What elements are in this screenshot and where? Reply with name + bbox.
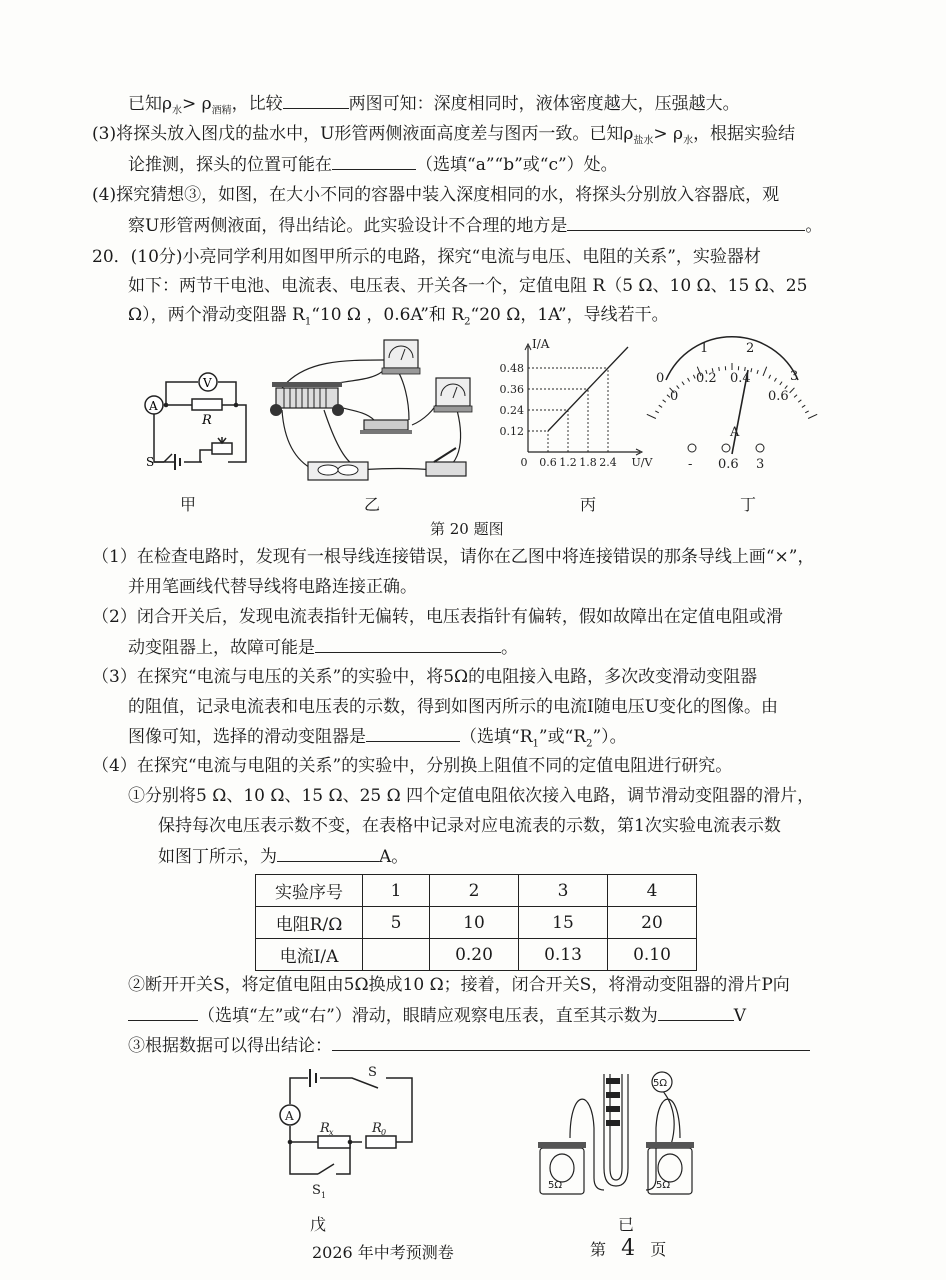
- answer-blank[interactable]: [567, 212, 805, 231]
- text: （选填“R: [460, 727, 533, 747]
- table-cell: 5: [363, 907, 430, 939]
- subscript: 水: [683, 135, 694, 147]
- text: 页: [650, 1240, 667, 1259]
- dial-tick: [769, 375, 771, 379]
- text: Ω），两个滑动变阻器 R: [128, 305, 305, 325]
- text-line-5: [128, 212, 822, 239]
- dial-tick: [688, 378, 690, 381]
- text: （选填“a”“b”或“c”）处。: [416, 155, 618, 175]
- text-line-2: [92, 121, 795, 154]
- text: （2）闭合开关后，发现电流表指针无偏转，电压表指针有偏转，假如故障出在定值电阻或滑: [92, 607, 783, 627]
- table-cell: 3: [519, 875, 608, 907]
- resistor-label: 5Ω: [548, 1180, 563, 1191]
- switch-label: S: [146, 455, 155, 469]
- resistor-label: 5Ω: [656, 1180, 671, 1191]
- page-number-value: 4: [621, 1236, 636, 1261]
- text: ，比较: [231, 94, 283, 114]
- text: 并用笔画线代替导线将电路连接正确。: [128, 577, 417, 597]
- q1-line-2: [128, 574, 417, 600]
- answer-blank[interactable]: [366, 723, 460, 742]
- dial-tick: [693, 375, 695, 379]
- subscript: 2: [586, 738, 593, 750]
- dial-tick: [774, 378, 776, 381]
- table-cell[interactable]: [363, 939, 430, 971]
- dial-unit: A: [730, 425, 740, 440]
- q4-2-line-1: [128, 972, 790, 998]
- resistor-label: R: [320, 1121, 330, 1136]
- text-line-6: [92, 244, 761, 270]
- text: （1）在检查电路时，发现有一根导线连接错误，请你在乙图中将连接错误的那条导线上画“×”，: [92, 547, 815, 567]
- q4-1-line-2: [158, 813, 781, 839]
- text: ，根据实验结: [693, 124, 796, 144]
- x-axis-label: U/V: [631, 456, 653, 469]
- dial-tick: [751, 368, 752, 372]
- q3-line-1: [92, 664, 757, 690]
- q2-line-1: [92, 604, 783, 630]
- table-cell: 电流I/A: [256, 939, 363, 971]
- table-cell: 0.20: [430, 939, 519, 971]
- dial-tick: [655, 411, 658, 413]
- table-row: [256, 875, 697, 907]
- subscript: 酒精: [211, 105, 232, 117]
- answer-blank[interactable]: [332, 1032, 810, 1051]
- y-axis-label: I/A: [532, 337, 550, 351]
- caption-ding: 丁: [740, 495, 757, 514]
- text: 保持每次电压表示数不变，在表格中记录对应电流表的示数，第1次实验电流表示数: [158, 816, 781, 836]
- text: ①分别将5 Ω、10 Ω、15 Ω、25 Ω 四个定值电阻依次接入电路，调节滑动变阻器的滑片，: [128, 786, 815, 806]
- ammeter-label: A: [149, 399, 158, 413]
- text: ②断开开关S，将定值电阻由5Ω换成10 Ω；接着，闭合开关S，将滑动变阻器的滑片P向: [128, 975, 790, 995]
- q4-1-line-1: [128, 783, 814, 809]
- x-tick-label: 0.6: [539, 456, 557, 469]
- table-cell: 10: [430, 907, 519, 939]
- dial-label: 0: [670, 389, 679, 404]
- x-tick-label: 1.8: [579, 456, 597, 469]
- x-tick-label: 1.2: [559, 456, 577, 469]
- dial-tick: [719, 367, 720, 371]
- y-tick-label: 0.12: [499, 425, 524, 438]
- table-row: [256, 939, 697, 971]
- dial-tick: [682, 382, 684, 385]
- subscript: 1: [321, 1191, 327, 1200]
- data-table: [255, 874, 697, 971]
- apparatus-diagram-ji: [530, 1068, 720, 1198]
- text: A。: [379, 847, 409, 867]
- subscript: 盐水: [633, 135, 654, 147]
- caption-bing: 丙: [580, 495, 597, 514]
- terminal-label: -: [688, 457, 693, 472]
- table-cell: 电阻R/Ω: [256, 907, 363, 939]
- ammeter-dial-ding: [650, 336, 810, 476]
- text: 察U形管两侧液面，得出结论。此实验设计不合理的地方是: [128, 216, 568, 236]
- caption-jia: 甲: [180, 495, 197, 514]
- caption-ji: 已: [618, 1215, 635, 1234]
- ammeter-label: A: [285, 1109, 294, 1123]
- text: (4)探究猜想③，如图，在大小不同的容器中装入深度相同的水，将探头分别放入容器底，观: [92, 185, 780, 205]
- subscript: 0: [381, 1128, 387, 1137]
- resistor-label: R: [202, 413, 212, 428]
- answer-blank[interactable]: [315, 634, 501, 653]
- dial-tick: [757, 370, 758, 374]
- dial-tick: [802, 405, 805, 407]
- table-row: [256, 907, 697, 939]
- footer-title: 2026 年中考预测卷: [312, 1243, 454, 1262]
- q4-3-line: [128, 1032, 810, 1059]
- y-tick-label: 0.48: [499, 362, 524, 375]
- question-20-stem: 20．(10分)小亮同学利用如图甲所示的电路，探究“电流与电压、电阻的关系”，实验器材: [92, 247, 761, 267]
- dial-label: 0: [656, 371, 665, 386]
- q4-1-line-3: [158, 843, 408, 870]
- resistor-label: R: [372, 1121, 382, 1136]
- text-line-4: [92, 182, 779, 208]
- dial-tick: [805, 411, 808, 413]
- answer-blank[interactable]: [283, 90, 349, 109]
- answer-blank[interactable]: [128, 1002, 198, 1021]
- voltmeter-label: V: [203, 376, 212, 390]
- q4-2-line-2: [128, 1002, 746, 1029]
- text: 。: [805, 216, 823, 236]
- table-cell: 实验序号: [256, 875, 363, 907]
- x-tick-label: 2.4: [599, 456, 617, 469]
- dial-label: 0.4: [730, 371, 751, 386]
- origin-label: 0: [520, 456, 528, 469]
- y-tick-label: 0.36: [499, 383, 524, 396]
- text: 。: [501, 638, 518, 658]
- q4-line: [92, 753, 732, 779]
- text: “10 Ω ，0.6A”和 R: [311, 305, 465, 325]
- page-number: [590, 1236, 666, 1261]
- switch-label: S: [368, 1065, 377, 1080]
- subscript: 1: [304, 316, 312, 328]
- table-cell: 0.13: [519, 939, 608, 971]
- wiring-diagram-yi: [264, 330, 474, 490]
- text: 如图丁所示，为: [158, 847, 277, 867]
- dial-label: 3: [790, 369, 799, 384]
- dial-tick: [808, 414, 817, 418]
- table-cell: 20: [608, 907, 697, 939]
- text-line-3: [128, 151, 618, 178]
- terminal-label: 0.6: [718, 457, 739, 472]
- caption-wu: 戊: [310, 1215, 327, 1234]
- table-cell: 4: [608, 875, 697, 907]
- dial-label: 1: [700, 341, 709, 356]
- dial-tick: [794, 395, 797, 398]
- text: （3）在探究“电流与电压的关系”的实验中，将5Ω的电阻接入电路，多次改变滑动变阻器: [92, 667, 758, 687]
- q2-line-2: [128, 634, 518, 661]
- text: “20 Ω，1A”，导线若干。: [470, 305, 669, 325]
- text: 图像可知，选择的滑动变阻器是: [128, 727, 366, 747]
- q3-line-2: [128, 694, 778, 720]
- text: > ρ: [653, 124, 684, 144]
- answer-blank[interactable]: [658, 1002, 734, 1021]
- resistor-label: 5Ω: [653, 1078, 668, 1089]
- text-line-1: [128, 90, 740, 124]
- text: V: [733, 1006, 747, 1026]
- text: 第: [590, 1240, 607, 1259]
- text: 动变阻器上，故障可能是: [128, 638, 315, 658]
- subscript: x: [329, 1128, 334, 1137]
- text: ”）。: [592, 727, 627, 747]
- table-cell: 15: [519, 907, 608, 939]
- circuit-diagram-jia: [140, 362, 260, 482]
- subscript: 2: [464, 316, 471, 328]
- text-line-7: [128, 273, 807, 299]
- text: 已知ρ: [128, 94, 172, 114]
- table-cell: 0.10: [608, 939, 697, 971]
- dial-label: 2: [746, 341, 755, 356]
- text: （选填“左”或“右”）滑动，眼睛应观察电压表，直至其示数为: [198, 1006, 658, 1026]
- dial-tick: [647, 414, 656, 418]
- switch-label: S: [312, 1183, 321, 1198]
- dial-tick: [798, 400, 801, 402]
- y-tick-label: 0.24: [499, 404, 524, 417]
- table-cell: 1: [363, 875, 430, 907]
- chart-bing: [488, 337, 653, 476]
- text: 论推测，探头的位置可能在: [128, 155, 332, 175]
- answer-blank[interactable]: [277, 843, 379, 862]
- dial-tick: [663, 400, 666, 402]
- dial-tick: [780, 382, 782, 385]
- dial-label: 0.2: [696, 371, 717, 386]
- text: （4）在探究“电流与电阻的关系”的实验中，分别换上阻值不同的定值电阻进行研究。: [92, 756, 733, 776]
- dial-tick: [790, 388, 795, 393]
- text: 的阻值，记录电流表和电压表的示数，得到如图丙所示的电流I随电压U变化的图像。由: [128, 697, 779, 717]
- text: 如下：两节干电池、电流表、电压表、开关各一个，定值电阻 R（5 Ω、10 Ω、15 Ω、25: [128, 276, 808, 296]
- text: ③根据数据可以得出结论：: [128, 1036, 332, 1056]
- answer-blank[interactable]: [332, 151, 416, 170]
- caption-yi: 乙: [364, 495, 381, 514]
- text: (3)将探头放入图戊的盐水中，U形管两侧液面高度差与图丙一致。已知ρ: [92, 124, 634, 144]
- text: ”或“R: [538, 727, 587, 747]
- dial-label: 0.6: [768, 389, 789, 404]
- subscript: 水: [172, 105, 182, 117]
- dial-tick: [659, 405, 662, 407]
- table-cell: 2: [430, 875, 519, 907]
- terminal-label: 3: [756, 457, 765, 472]
- text: > ρ: [182, 94, 212, 114]
- circuit-diagram-wu: [266, 1064, 426, 1204]
- dial-tick: [763, 367, 767, 376]
- subscript: 1: [532, 738, 539, 750]
- text: 两图可知：深度相同时，液体密度越大，压强越大。: [348, 94, 740, 114]
- q1-line-1: [92, 544, 814, 570]
- figure-caption: 第 20 题图: [430, 520, 504, 538]
